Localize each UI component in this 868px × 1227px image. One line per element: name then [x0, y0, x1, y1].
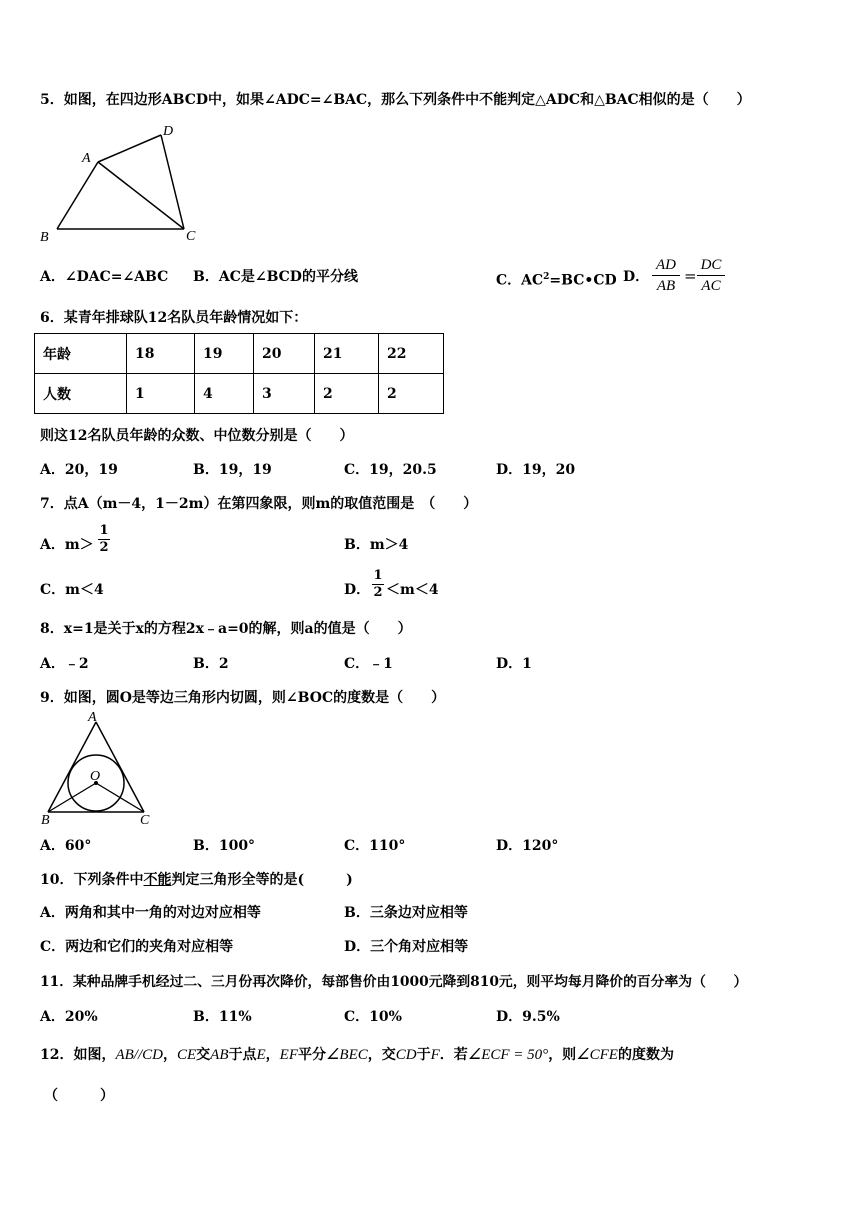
q6-option-b: B．19，19 [193, 462, 272, 478]
q9-option-b: B．100° [193, 838, 256, 854]
q10-option-b: B．三条边对应相等 [344, 905, 468, 921]
table-cell: 3 [254, 374, 315, 414]
q5-option-c-pre: C．AC [496, 272, 544, 289]
q9-option-a: A．60° [40, 838, 92, 854]
table-cell: 19 [195, 334, 254, 374]
q10-stem-underline: 不能 [143, 872, 172, 888]
q12-text: 于 [416, 1047, 431, 1063]
table-cell: 22 [379, 334, 444, 374]
q7-option-a-pre: A．m＞ [40, 537, 94, 553]
q10-stem [40, 871, 353, 889]
q5-option-d-eq: = [684, 267, 697, 285]
q5-option-c-sup: 2 [543, 272, 550, 282]
q12-math: F [430, 1047, 440, 1063]
q12-math: ∠CFE [576, 1047, 618, 1063]
q10-option-c: C．两边和它们的夹角对应相等 [40, 939, 234, 955]
q5-frac1-num: AD [656, 257, 676, 273]
q7-option-d-frac [372, 568, 384, 601]
q7-d-num: 1 [373, 568, 383, 583]
q10-option-d: D．三个角对应相等 [344, 939, 469, 955]
q9-option-d: D．120° [496, 838, 559, 854]
q12-text: ， [162, 1047, 177, 1063]
table-row [35, 374, 444, 414]
table-cell: 20 [254, 334, 315, 374]
q9-stem: 9．如图，圆O是等边三角形内切圆，则∠BOC的度数是（ ） [40, 690, 446, 706]
q8-stem: 8．x=1是关于x的方程2x﹣a=0的解，则a的值是（ ） [40, 621, 412, 637]
q12-text: 平分 [297, 1047, 326, 1063]
q11-option-c: C．10% [344, 1009, 402, 1025]
q7-stem: 7．点A（m－4，1－2m）在第四象限，则m的取值范围是 （ ） [40, 496, 478, 512]
age-table [34, 333, 444, 414]
q5-frac1-den: AB [656, 278, 676, 294]
q7-d-den: 2 [373, 585, 383, 600]
q12-text: ， [265, 1047, 280, 1063]
q12-math: E [256, 1047, 266, 1063]
q5-option-d-frac1 [652, 256, 680, 295]
q7-option-d-pre: D． [344, 582, 371, 598]
table-cell: 18 [127, 334, 195, 374]
q5-label-d: D [163, 124, 174, 139]
q12-text: 于点 [228, 1047, 257, 1063]
q5-option-d-frac2 [697, 256, 725, 295]
q12-math: AB//CD [115, 1047, 163, 1063]
q12-math: CD [395, 1047, 417, 1063]
q7-option-a-frac [98, 523, 110, 556]
table-cell: 2 [379, 374, 444, 414]
table-cell: 1 [127, 374, 195, 414]
table-cell: 21 [315, 334, 379, 374]
q9-label-o: O [90, 769, 101, 784]
q8-option-c: C．﹣1 [344, 656, 393, 672]
q12-math: CE [176, 1047, 197, 1063]
q9-option-c: C．110° [344, 838, 406, 854]
q7-option-b: B．m＞4 [344, 537, 409, 553]
q5-option-a: A．∠DAC=∠ABC [40, 269, 169, 285]
q12-text: 交 [196, 1047, 211, 1063]
q7-option-d-post: ＜m＜4 [386, 582, 439, 598]
q5-option-c [496, 268, 617, 290]
q12-text: ．若 [439, 1047, 468, 1063]
q7-a-num: 1 [99, 523, 109, 538]
q12-paren: （ ） [44, 1088, 114, 1104]
table-cell: 2 [315, 374, 379, 414]
q12-math: AB [210, 1047, 229, 1063]
q11-option-b: B．11% [193, 1009, 252, 1025]
q12-text: ，则 [548, 1047, 577, 1063]
q10-option-a: A．两角和其中一角的对边对应相等 [40, 905, 261, 921]
q5-frac2-num: DC [700, 257, 722, 273]
q6-option-d: D．19，20 [496, 462, 576, 478]
q9-incircle-figure [38, 710, 158, 828]
q7-a-den: 2 [99, 540, 109, 555]
q11-option-d: D．9.5% [496, 1009, 560, 1025]
q6-stem: 6．某青年排球队12名队员年龄情况如下： [40, 310, 308, 326]
table-row [35, 334, 444, 374]
q5-option-d-label: D． [623, 269, 650, 285]
q10-stem-post: 判定三角形全等的是( ) [171, 872, 353, 888]
table-cell: 4 [195, 374, 254, 414]
q12-text: 的度数为 [617, 1047, 674, 1063]
q9-label-b: B [41, 813, 50, 828]
q8-option-b: B．2 [193, 656, 229, 672]
table-cell: 人数 [35, 374, 127, 414]
q5-label-c: C [186, 229, 196, 244]
q8-option-d: D．1 [496, 656, 532, 672]
q5-option-b: B．AC是∠BCD的平分线 [193, 269, 358, 285]
q9-label-c: C [140, 813, 150, 828]
q5-stem: 5．如图，在四边形ABCD中，如果∠ADC=∠BAC，那么下列条件中不能判定△ADC和△BAC相似的是（ ） [40, 92, 751, 108]
q6-option-c: C．19，20.5 [344, 462, 437, 478]
q7-option-c: C．m＜4 [40, 582, 104, 598]
q8-option-a: A．﹣2 [40, 656, 89, 672]
q12-math: EF [279, 1047, 298, 1063]
q12-text: 12．如图， [40, 1047, 116, 1063]
q6-question: 则这12名队员年龄的众数、中位数分别是（ ） [40, 428, 354, 444]
q12-text: ，交 [367, 1047, 396, 1063]
table-cell: 年龄 [35, 334, 127, 374]
q12-math: ∠ECF = 50° [467, 1047, 549, 1063]
q5-frac2-den: AC [701, 278, 721, 294]
q11-stem: 11．某种品牌手机经过二、三月份再次降价，每部售价由1000元降到810元，则平均每月降价的百分率为（ ） [40, 974, 748, 990]
q5-label-a: A [82, 151, 91, 166]
q6-option-a: A．20，19 [40, 462, 118, 478]
q12-math: ∠BEC [325, 1047, 368, 1063]
q5-option-c-post: =BC•CD [549, 272, 617, 289]
q10-stem-pre: 10．下列条件中 [40, 872, 144, 888]
q12-stem [40, 1046, 674, 1064]
q11-option-a: A．20% [40, 1009, 98, 1025]
q5-label-b: B [40, 230, 49, 245]
q9-label-a: A [88, 710, 97, 725]
q5-quadrilateral-figure [36, 120, 196, 245]
